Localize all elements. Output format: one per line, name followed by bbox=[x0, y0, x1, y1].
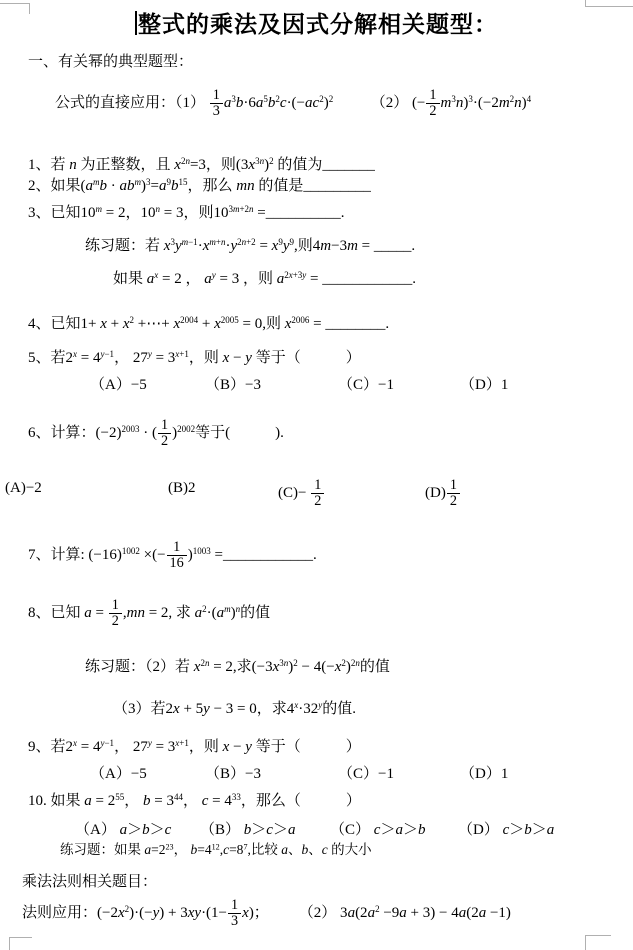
problem-6-option-c[interactable]: (C)− $\frac{1}{2}$ bbox=[278, 478, 325, 509]
problem-4[interactable]: 4、已知$1+ x + x^2$ +⋯+ $x^{2004} + x^{2005} = 0$,则 $x^{2006}$ = ________. bbox=[28, 315, 390, 332]
section-heading-power[interactable]: 一、有关幂的典型题型： bbox=[28, 54, 194, 70]
problem-10-practice[interactable]: 练习题：如果 $a=2^{23}$， $b=4^{12},c=8^7$,比较 a、b、c 的大小 bbox=[60, 842, 372, 857]
problem-9-option-a[interactable]: （A）−5 bbox=[90, 766, 147, 782]
problem-10-option-b[interactable]: （B） b＞c＞a bbox=[200, 822, 296, 838]
problem-8-practice-3[interactable]: （3）若2x + 5y − 3 = 0，求$4^x\cdot 32^y$的值. bbox=[113, 700, 357, 717]
problem-3-practice-2[interactable]: 如果 $a^x = 2$ ， $a^y = 3$ ，则 $a^{2x+3y}$ = ____________. bbox=[113, 270, 416, 287]
problem-9-options-row bbox=[0, 764, 633, 786]
problem-10-option-c[interactable]: （C） c＞a＞b bbox=[330, 822, 426, 838]
problem-6-option-b[interactable]: (B)2 bbox=[168, 480, 196, 496]
problem-10-option-a[interactable]: （A） a＞b＞c bbox=[75, 822, 172, 838]
text-cursor bbox=[135, 11, 137, 35]
problem-5-option-c[interactable]: （C）−1 bbox=[338, 377, 394, 393]
problem-5-option-a[interactable]: （A）−5 bbox=[90, 377, 147, 393]
problem-2[interactable]: 2、如果$(a^mb \cdot ab^m)^3=a^9b^{15}$，那么 mn 的值是_________ bbox=[28, 177, 371, 194]
problem-10[interactable]: 10. 如果 $a = 2^{55}$， $b = 3^{44}$， $c = 4^{33}$，那么（ ） bbox=[28, 792, 361, 809]
page-title[interactable] bbox=[0, 6, 633, 39]
page-title-text: 整式的乘法及因式分解相关题型： bbox=[138, 12, 498, 37]
section-heading-multiplication[interactable]: 乘法法则相关题目： bbox=[22, 874, 158, 890]
problem-6[interactable]: 6、计算：$(-2)^{2003}$ · ( $\frac{1}{2}$ )$^{2002}$等于( ). bbox=[28, 417, 284, 449]
problem-10-options-row bbox=[0, 820, 633, 842]
problem-5[interactable]: 5、若$2^x = 4^{y-1}$， $27^y = 3^{x+1}$，则 x − y 等于（ ） bbox=[28, 349, 361, 366]
problem-5-options-row bbox=[0, 375, 633, 397]
problem-7[interactable]: 7、计算: $(-16)^{1002}$ ×(− $\frac{1}{16}$ )$^{1003}$ =____________. bbox=[28, 539, 317, 571]
problem-3[interactable]: 3、已知$10^m = 2$，$10^n = 3$，则$10^{3m+2n}$ =__________. bbox=[28, 204, 345, 221]
problem-6-option-d[interactable]: (D) $\frac{1}{2}$ bbox=[425, 478, 461, 509]
problem-9-option-c[interactable]: （C）−1 bbox=[338, 766, 394, 782]
problem-1[interactable]: 1、若 n 为正整数，且 $x^{2n}=3$，则$(3x^{3n})^2$ 的值为_______ bbox=[28, 156, 375, 173]
problem-6-option-a[interactable]: (A)−2 bbox=[5, 480, 42, 496]
problem-5-option-d[interactable]: （D）1 bbox=[460, 377, 509, 393]
problem-9-option-b[interactable]: （B）−3 bbox=[205, 766, 261, 782]
rule-application[interactable]: 法则应用：$(-2x^2)\cdot(-y) + 3xy\cdot(1-$ $\frac{1}{3}$ x)； （2） $3a(2a^2 -9a + 3) - 4a(2a -1)$ bbox=[22, 897, 511, 929]
problem-9-option-d[interactable]: （D）1 bbox=[460, 766, 509, 782]
problem-6-options-row bbox=[0, 477, 633, 509]
crop-mark-bottom-right bbox=[585, 935, 611, 950]
problem-8[interactable]: 8、已知 a = $\frac{1}{2}$ ,mn = 2, 求 $a^2\cdot(a^m)^n$的值 bbox=[28, 597, 271, 629]
problem-5-option-b[interactable]: （B）−3 bbox=[205, 377, 261, 393]
formula-direct-application[interactable]: 公式的直接应用：（1） $\frac{1}{3}$ $a^3b\cdot 6a^5b^2c\cdot(-ac^2)^2$ （2） (− $\frac{1}{2}$ $m^3n)^3\cdot(-2m^2n)^4$ bbox=[55, 87, 532, 119]
problem-8-practice-2[interactable]: 练习题：（2）若 $x^{2n} = 2$,求$(-3x^{3n})^2 - 4(-x^2)^{2n}$的值 bbox=[85, 658, 390, 675]
problem-3-practice-1[interactable]: 练习题：若 $x^3y^{m-1}\cdot x^{m+n}\cdot y^{2n+2} = x^9y^9$,则4m−3m = _____. bbox=[85, 237, 416, 254]
crop-mark-bottom-left bbox=[9, 937, 32, 950]
problem-9[interactable]: 9、若$2^x = 4^{y-1}$， $27^y = 3^{x+1}$，则 x − y 等于（ ） bbox=[28, 738, 361, 755]
problem-10-option-d[interactable]: （D） c＞b＞a bbox=[458, 822, 555, 838]
